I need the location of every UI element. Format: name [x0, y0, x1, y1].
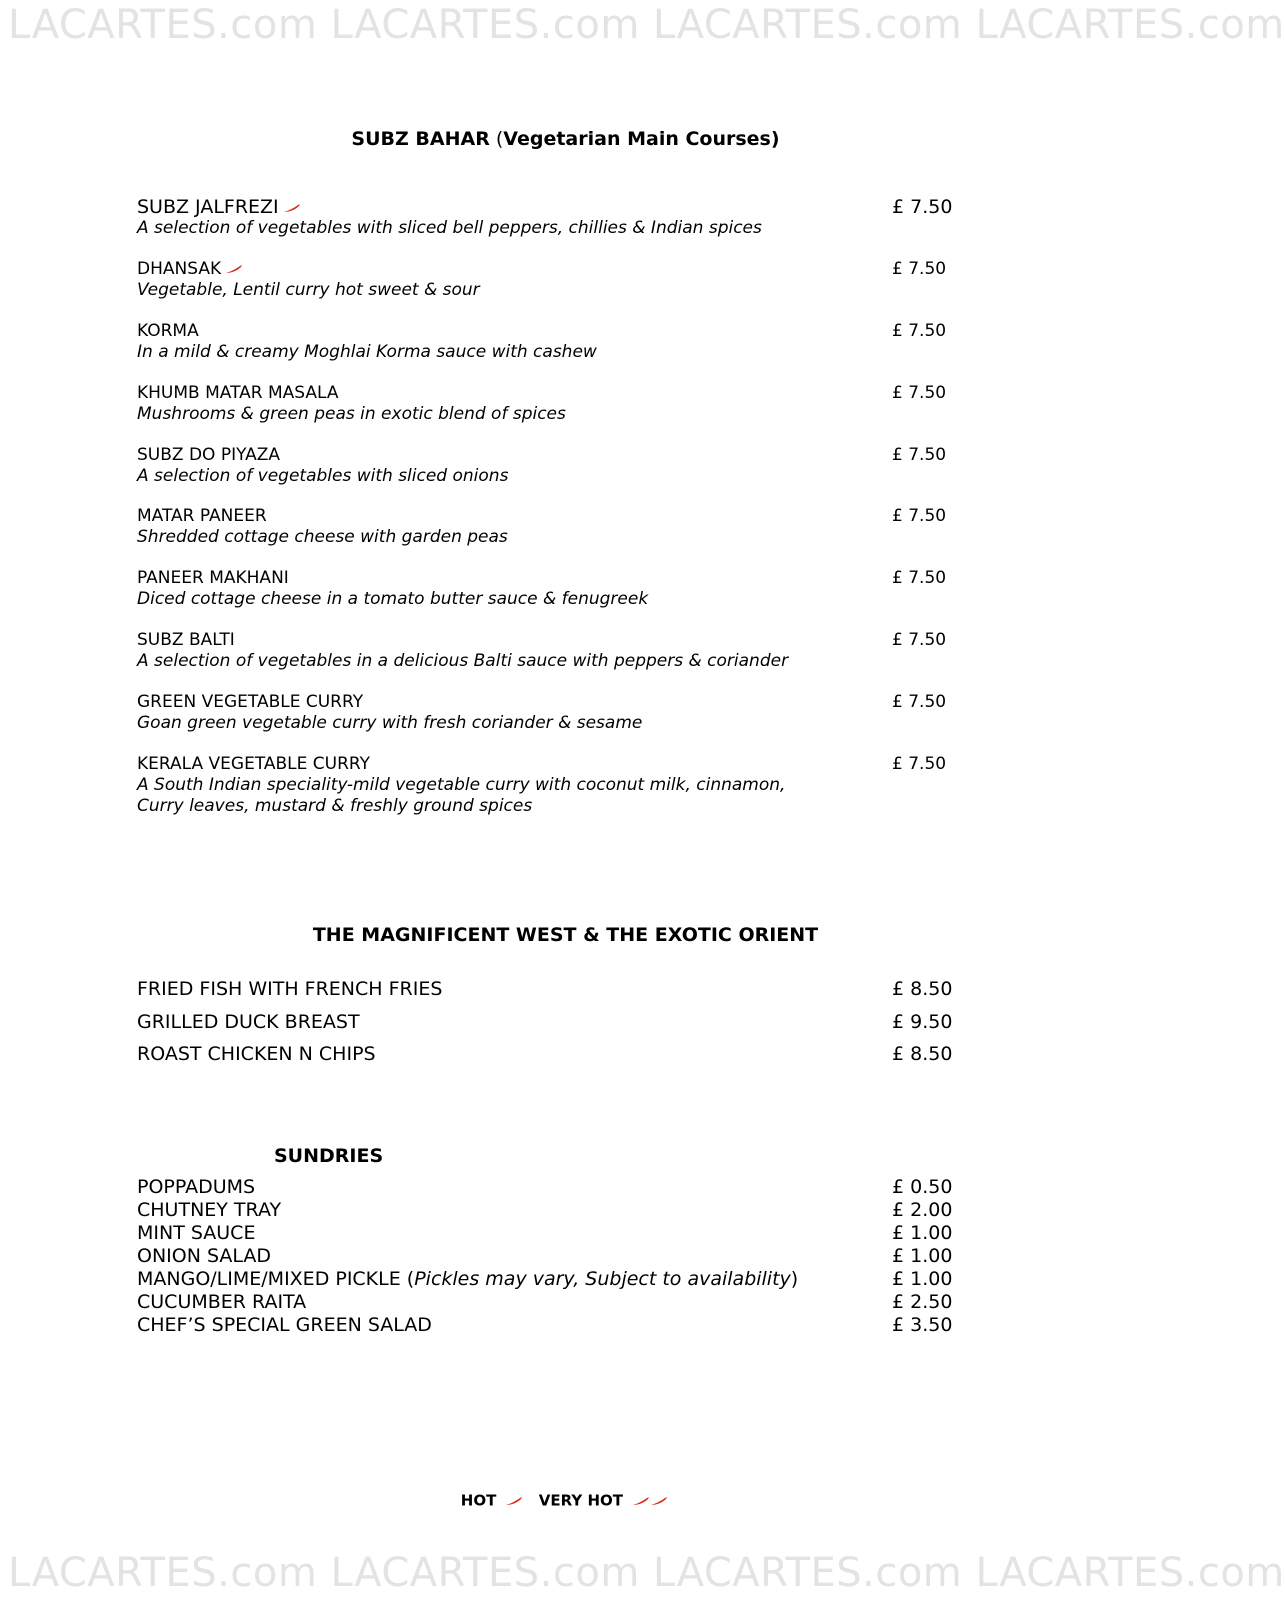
menu-item: [137, 1012, 957, 1033]
heat-legend: [0, 1491, 1131, 1510]
item-price: £ 7.50: [892, 321, 947, 341]
sundry-name: MANGO/LIME/MIXED PICKLE (: [137, 1268, 415, 1290]
item-name: ROAST CHICKEN N CHIPS: [137, 1043, 376, 1065]
sundry-item: [137, 1268, 957, 1291]
item-description: Mushrooms & green peas in exotic blend of spices: [137, 404, 566, 424]
item-name: SUBZ JALFREZI: [137, 196, 279, 218]
item-name: SUBZ DO PIYAZA: [137, 445, 281, 465]
item-name: KORMA: [137, 321, 199, 341]
legend-very-hot-label: VERY HOT: [538, 1491, 623, 1510]
item-price: £ 7.50: [892, 506, 947, 526]
item-description: A South Indian speciality-mild vegetable curry with coconut milk, cinnamon,: [137, 775, 786, 795]
item-description: Diced cottage cheese in a tomato butter sauce & fenugreek: [137, 589, 649, 609]
veg-title-paren: (: [489, 128, 504, 150]
item-description: Shredded cottage cheese with garden peas: [137, 527, 508, 547]
item-price: £ 7.50: [892, 754, 947, 774]
menu-item: [137, 259, 957, 301]
sundry-price: £ 2.00: [892, 1199, 953, 1221]
sundry-name: CHEF’S SPECIAL GREEN SALAD: [137, 1314, 432, 1336]
veg-section-title: [0, 128, 1131, 150]
item-description: A selection of vegetables with sliced onions: [137, 466, 509, 486]
menu-item: [137, 1044, 957, 1065]
item-name: SUBZ BALTI: [137, 630, 235, 650]
item-description: A selection of vegetables in a delicious Balti sauce with peppers & coriander: [137, 651, 789, 671]
item-name: KHUMB MATAR MASALA: [137, 383, 339, 403]
item-description: Goan green vegetable curry with fresh coriander & sesame: [137, 713, 643, 733]
sundry-price: £ 1.00: [892, 1222, 953, 1244]
item-price: £ 8.50: [892, 978, 953, 1000]
sundry-price: £ 1.00: [892, 1268, 953, 1290]
veg-title-rest: Vegetarian Main Courses): [503, 128, 780, 150]
watermark-top: LACARTES.com LACARTES.com LACARTES.com LACARTES.com: [8, 2, 1285, 48]
menu-item: [137, 979, 957, 1000]
menu-item: [137, 445, 957, 487]
chilli-icon: [225, 264, 243, 274]
item-name: GRILLED DUCK BREAST: [137, 1011, 360, 1033]
veg-title-bold: SUBZ BAHAR: [351, 128, 490, 150]
sundry-name: CUCUMBER RAITA: [137, 1291, 307, 1313]
item-price: £ 7.50: [892, 383, 947, 403]
menu-item: [137, 692, 957, 734]
sundry-price: £ 2.50: [892, 1291, 953, 1313]
item-description: Vegetable, Lentil curry hot sweet & sour: [137, 280, 480, 300]
sundry-item: [137, 1245, 957, 1268]
sundry-item: [137, 1176, 957, 1199]
sundry-item: [137, 1291, 957, 1314]
item-price: £ 7.50: [892, 692, 947, 712]
sundry-name: POPPADUMS: [137, 1176, 256, 1198]
item-name: KERALA VEGETABLE CURRY: [137, 754, 371, 774]
item-price: £ 9.50: [892, 1011, 953, 1033]
legend-hot-label: HOT: [460, 1491, 497, 1510]
sundry-item: [137, 1199, 957, 1222]
menu-item: [137, 754, 957, 817]
item-name: FRIED FISH WITH FRENCH FRIES: [137, 978, 443, 1000]
item-description: A selection of vegetables with sliced bell peppers, chillies & Indian spices: [137, 218, 762, 238]
chilli-icon: [283, 203, 301, 213]
item-price: £ 7.50: [892, 630, 947, 650]
chilli-icon: [504, 1496, 524, 1506]
menu-item: [137, 197, 957, 239]
item-name: GREEN VEGETABLE CURRY: [137, 692, 364, 712]
item-price: £ 8.50: [892, 1043, 953, 1065]
menu-item: [137, 630, 957, 672]
watermark-bottom: LACARTES.com LACARTES.com LACARTES.com LACARTES.com: [8, 1550, 1285, 1596]
sundry-item: [137, 1222, 957, 1245]
item-price: £ 7.50: [892, 196, 953, 218]
west-section-title: THE MAGNIFICENT WEST & THE EXOTIC ORIENT: [312, 924, 819, 946]
item-price: £ 7.50: [892, 445, 947, 465]
menu-item: [137, 568, 957, 610]
sundry-name: ONION SALAD: [137, 1245, 272, 1267]
sundry-item: [137, 1314, 957, 1337]
sundry-note: Pickles may vary, Subject to availability: [414, 1268, 791, 1290]
double-chilli-icon: [630, 1496, 670, 1506]
menu-item: [137, 383, 957, 425]
item-name: PANEER MAKHANI: [137, 568, 289, 588]
sundry-price: £ 0.50: [892, 1176, 953, 1198]
item-name: DHANSAK: [137, 259, 222, 279]
sundry-name: CHUTNEY TRAY: [137, 1199, 282, 1221]
menu-item: [137, 506, 957, 548]
item-description-line2: Curry leaves, mustard & freshly ground spices: [137, 796, 533, 816]
sundry-name: MINT SAUCE: [137, 1222, 256, 1244]
sundries-title: SUNDRIES: [274, 1145, 384, 1167]
item-price: £ 7.50: [892, 259, 947, 279]
item-description: In a mild & creamy Moghlai Korma sauce with cashew: [137, 342, 597, 362]
sundry-price: £ 1.00: [892, 1245, 953, 1267]
item-price: £ 7.50: [892, 568, 947, 588]
item-name: MATAR PANEER: [137, 506, 267, 526]
sundry-close-paren: ): [790, 1268, 799, 1290]
menu-item: [137, 321, 957, 363]
sundry-price: £ 3.50: [892, 1314, 953, 1336]
